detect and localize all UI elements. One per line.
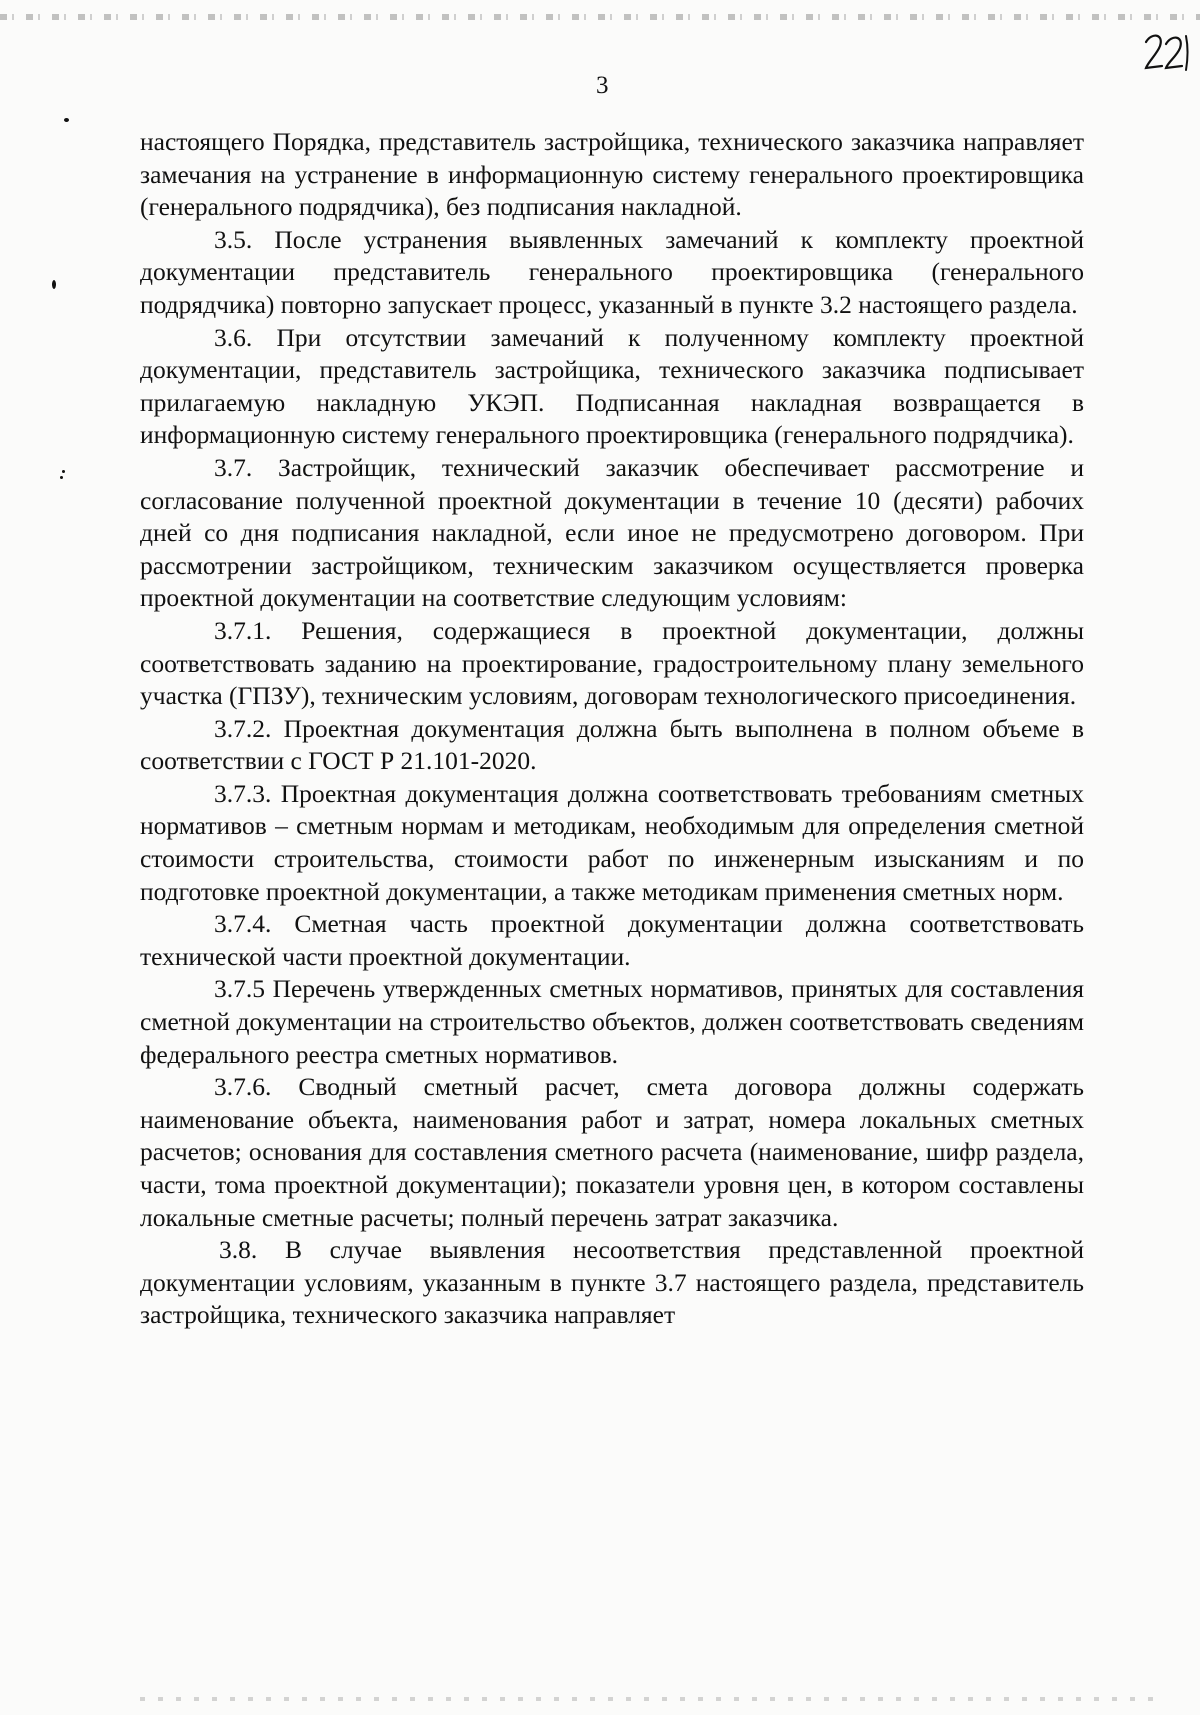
paragraph-3-7-4: 3.7.4. Сметная часть проектной документации должна соответствовать технической части проектной документации.: [140, 909, 1084, 971]
paragraph-3-7: 3.7. Застройщик, технический заказчик обеспечивает рассмотрение и согласование полученной проектной документации в течение 10 (десяти) рабочих дней со дня подписания накладной, если иное не предусмотрено договором. При рассмотрении застройщиком, техническим заказчиком осуществляется проверка проектной документации на соответствие следующим условиям:: [140, 452, 1084, 613]
handwritten-sheet-number: [1142, 30, 1194, 74]
paragraph-3-7-2: 3.7.2. Проектная документация должна быть выполнена в полном объеме в соответствии с ГОСТ Р 21.101-2020.: [140, 713, 1084, 776]
scan-artifact-bottom: [140, 1697, 1160, 1701]
paragraph-3-7-1: 3.7.1. Решения, содержащиеся в проектной документации, должны соответствовать заданию на проектирование, градостроительному плану земельного участка (ГПЗУ), техническим условиям, договорам технологического присоединения.: [140, 615, 1084, 711]
scan-speck: [60, 476, 63, 479]
paragraph-3-7-5: 3.7.5 Перечень утвержденных сметных нормативов, принятых для составления сметной документации на строительство объектов, должен соответствовать сведениям федерального реестра сметных нормативов.: [140, 974, 1084, 1069]
paragraph-3-6: 3.6. При отсутствии замечаний к полученному комплекту проектной документации, представитель застройщика, технического заказчика подписывает прилагаемую накладную УКЭП. Подписанная накладная возвращается в информационную систему генерального проектировщика (генерального подрядчика).: [140, 322, 1084, 450]
document-body: [140, 126, 1084, 1332]
paragraph-3-8: 3.8. В случае выявления несоответствия представленной проектной документации условиям, указанным в пункте 3.7 настоящего раздела, представитель застройщика, технического заказчика направляет: [140, 1235, 1084, 1330]
paragraph-continuation: настоящего Порядка, представитель застройщика, технического заказчика направляет замечания на устранение в информационную систему генерального проектировщика (генерального подрядчика), без подписания накладной.: [140, 127, 1084, 222]
paragraph-3-5: 3.5. После устранения выявленных замечаний к комплекту проектной документации представитель генерального проектировщика (генерального подрядчика) повторно запускает процесс, указанный в пункте 3.2 настоящего раздела.: [140, 224, 1084, 319]
scan-artifact-top: [0, 14, 1200, 20]
scan-speck: [62, 470, 65, 473]
paragraph-3-7-3: 3.7.3. Проектная документация должна соответствовать требованиям сметных нормативов – сметным нормам и методикам, необходимым для определения сметной стоимости строительства, стоимости работ по инженерным изысканиям и по подготовке проектной документации, а также методикам применения сметных норм.: [140, 778, 1084, 906]
paragraph-3-7-6: 3.7.6. Сводный сметный расчет, смета договора должны содержать наименование объекта, наименования работ и затрат, номера локальных сметных расчетов; основания для составления сметного расчета (наименование, шифр раздела, части, тома проектной документации); показатели уровня цен, в котором составлены локальные сметные расчеты; полный перечень затрат заказчика.: [140, 1072, 1084, 1232]
scan-speck: [64, 118, 69, 122]
page-number: 3: [596, 72, 609, 99]
scan-speck: [52, 280, 56, 289]
